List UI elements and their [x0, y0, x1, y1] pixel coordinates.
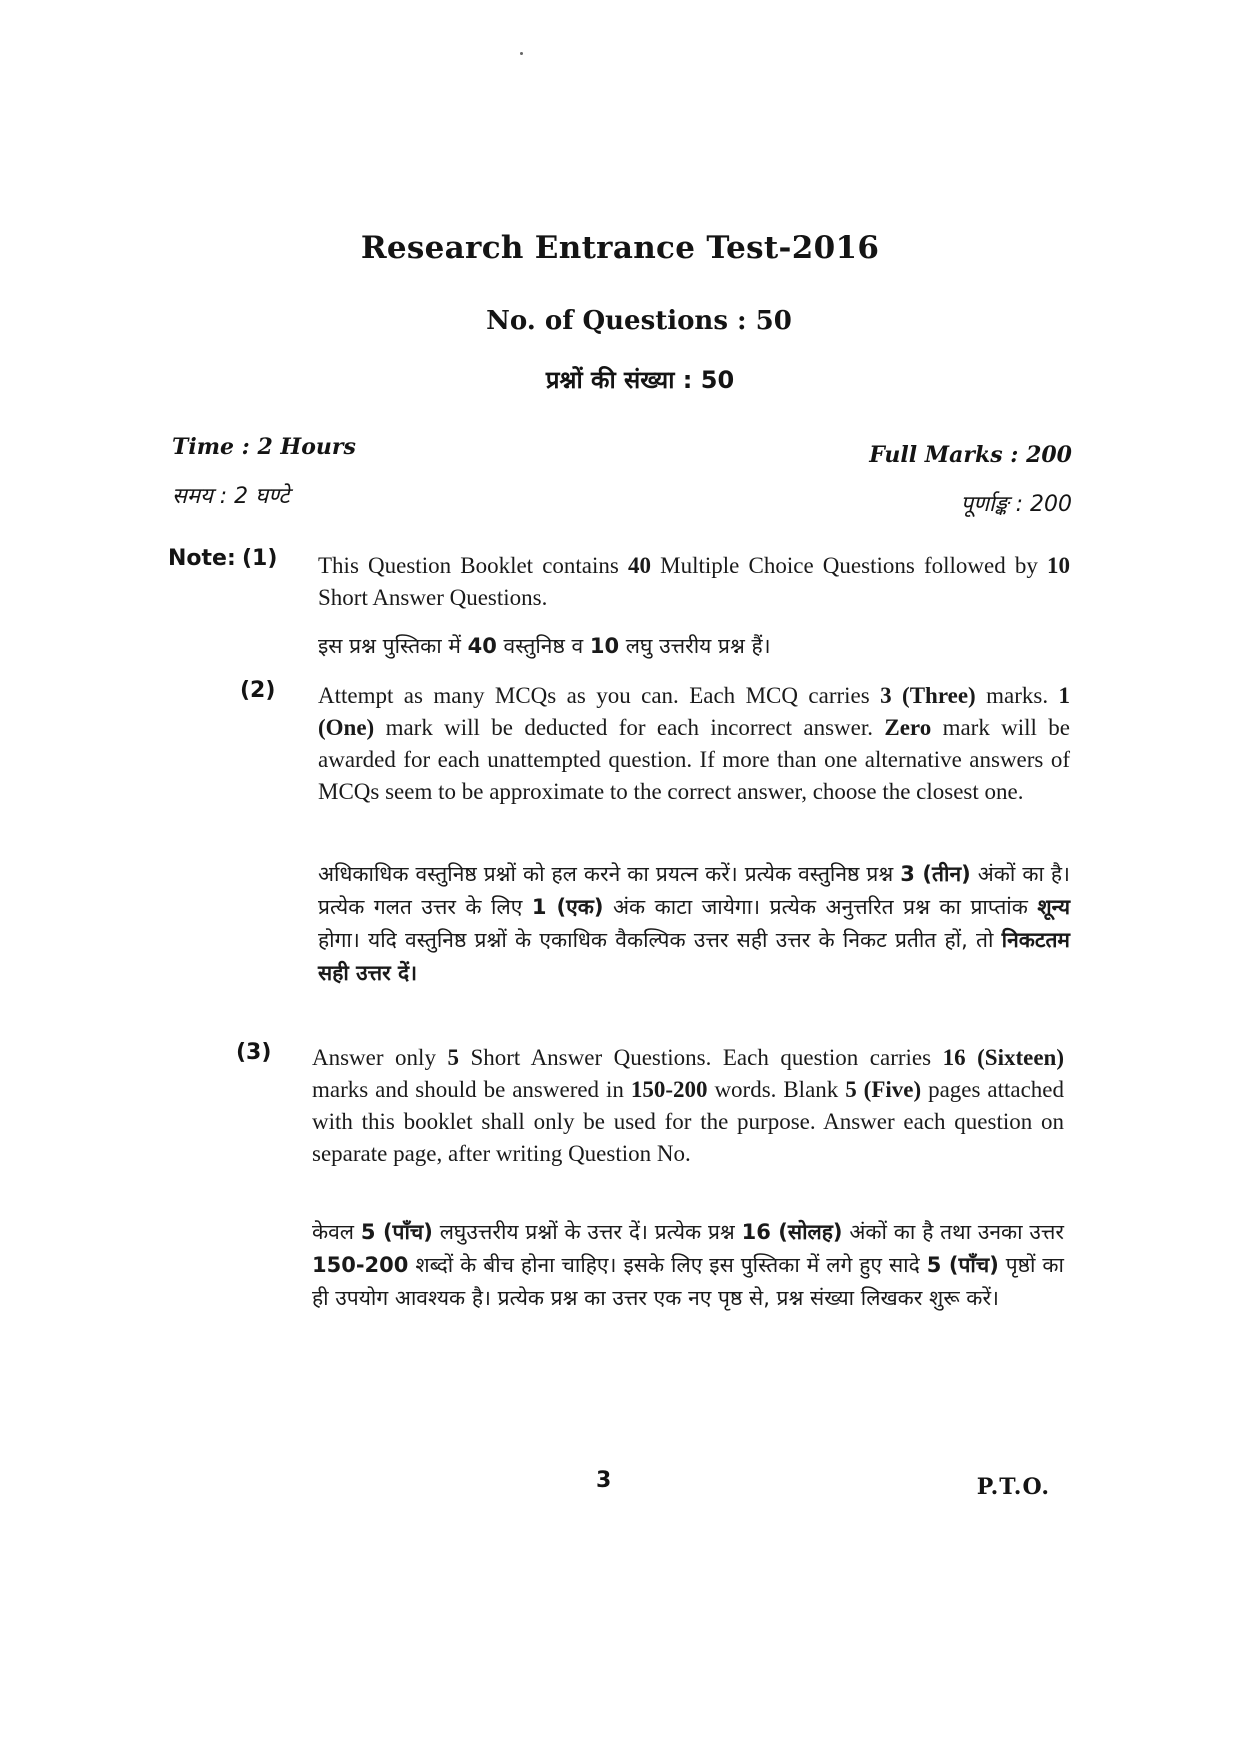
scan-speck — [520, 52, 523, 55]
full-marks-en: Full Marks : 200 — [869, 442, 1072, 468]
number-of-questions-hi: प्रश्नों की संख्या : 50 — [545, 366, 735, 394]
note-2-english: Attempt as many MCQs as you can. Each MCQ carries 3 (Three) marks. 1 (One) mark will be deducted for each incorrect answer. Zero mark will be awarded for each unattempted question. If more than one alternative answers of MCQs seem to be approximate to the correct answer, choose the closest one. — [318, 683, 1070, 804]
note-number-3: (3) — [236, 1040, 272, 1065]
note-number-1: (1) — [242, 546, 278, 571]
note-3-english: Answer only 5 Short Answer Questions. Each question carries 16 (Sixteen) marks and should be answered in 150-200 words. Blank 5 (Five) pages attached with this booklet shall only be used for the purpose. Answer each question on separate page, after writing Question No. — [312, 1045, 1064, 1166]
time-en: Time : 2 Hours — [172, 434, 356, 460]
note-1-english: This Question Booklet contains 40 Multiple Choice Questions followed by 10 Short Answer Questions. — [318, 553, 1070, 610]
please-turn-over: P.T.O. — [976, 1474, 1050, 1500]
time-hi: समय : 2 घण्टे — [172, 484, 290, 509]
page-title: Research Entrance Test-2016 — [360, 230, 880, 266]
page-number: 3 — [596, 1468, 612, 1493]
note-3-hindi: केवल 5 (पाँच) लघुउत्तरीय प्रश्नों के उत्तर दें। प्रत्येक प्रश्न 16 (सोलह) अंकों का है तथा उनका उत्तर 150-200 शब्दों के बीच होना चाहिए। इसके लिए इस पुस्तिका में लगे हुए सादे 5 (पाँच) पृष्ठों का ही उपयोग आवश्यक है। प्रत्येक प्रश्न का उत्तर एक नए पृष्ठ से, प्रश्न संख्या लिखकर शुरू करें। — [312, 1220, 1065, 1310]
note-1-hindi: इस प्रश्न पुस्तिका में 40 वस्तुनिष्ठ व 10 लघु उत्तरीय प्रश्न हैं। — [318, 634, 771, 658]
number-of-questions-en: No. of Questions : 50 — [486, 306, 792, 336]
full-marks-hi: पूर्णाङ्क : 200 — [960, 492, 1072, 517]
note-2-hindi: अधिकाधिक वस्तुनिष्ठ प्रश्नों को हल करने का प्रयत्न करें। प्रत्येक वस्तुनिष्ठ प्रश्न 3 (तीन) अंकों का है। प्रत्येक गलत उत्तर के लिए 1 (एक) अंक काटा जायेगा। प्रत्येक अनुत्तरित प्रश्न का प्राप्तांक शून्य होगा। यदि वस्तुनिष्ठ प्रश्नों के एकाधिक वैकल्पिक उत्तर सही उत्तर के निकट प्रतीत हों, तो निकटतम सही उत्तर दें। — [318, 862, 1071, 985]
note-number-2: (2) — [240, 678, 276, 703]
note-label: Note: — [168, 546, 236, 571]
